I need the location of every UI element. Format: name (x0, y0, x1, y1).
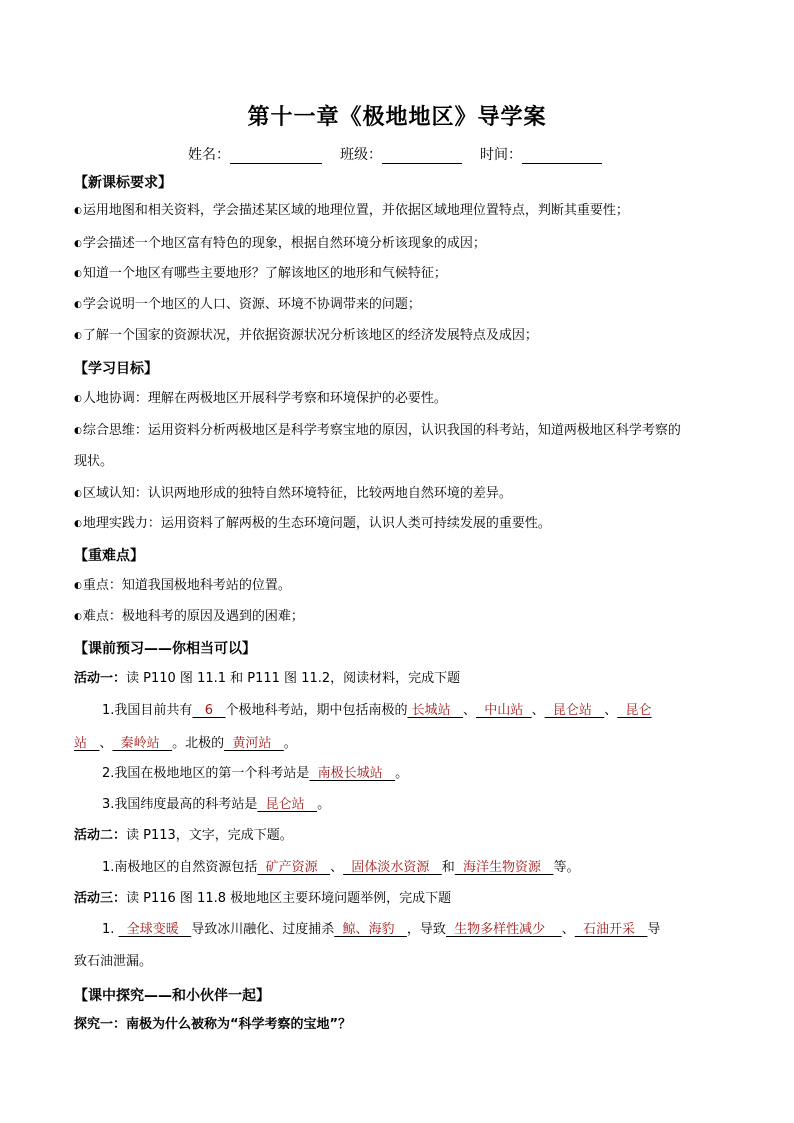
name-label: 姓名： (188, 147, 230, 163)
section-heading-objectives: 【学习目标】 (74, 361, 158, 377)
bullet-icon: ◐ (74, 426, 82, 436)
answer-field[interactable]: 昆仑 (617, 703, 652, 718)
list-item: ◐重点：知道我国极地科考站的位置。 (74, 578, 291, 593)
list-item: ◐学会描述一个地区富有特色的现象，根据自然环境分析该现象的成因； (74, 236, 486, 251)
section-heading-curriculum: 【新课标要求】 (74, 175, 172, 191)
bullet-icon: ◐ (74, 206, 82, 216)
answer-field[interactable]: 秦岭站 (112, 736, 173, 751)
explore-question-1: 探究一：南极为什么被称为“科学考察的宝地”？ (74, 1017, 352, 1032)
question-3: 3.我国纬度最高的科考站是 昆仑站 。 (102, 797, 331, 812)
section-heading-preview: 【课前预习——你相当可以】 (74, 641, 256, 657)
question-2: 2.我国在极地地区的第一个科考站是 南极长城站 。 (102, 766, 409, 781)
answer-field[interactable]: 石油开采 (574, 922, 648, 937)
list-item: ◐运用地图和相关资料，学会描述某区域的地理位置，并依据区域地理位置特点，判断其重要性； (74, 203, 629, 218)
question-1-continued: 站 、 秦岭站 。北极的 黄河站 。 (74, 736, 297, 751)
question-5-continued: 致石油泄漏。 (74, 954, 153, 969)
list-item: ◐人地协调：理解在两极地区开展科学考察和环境保护的必要性。 (74, 391, 447, 406)
list-item: ◐区域认知：认识两地形成的独特自然环境特征，比较两地自然环境的差异。 (74, 486, 512, 501)
student-info-row (188, 144, 602, 164)
time-field[interactable] (522, 149, 602, 164)
answer-field[interactable]: 海洋生物资源 (454, 860, 554, 875)
list-item: ◐地理实践力：运用资料了解两极的生态环境问题，认识人类可持续发展的重要性。 (74, 516, 551, 531)
time-label: 时间： (480, 147, 522, 163)
bullet-icon: ◐ (74, 519, 82, 529)
list-item: ◐综合思维：运用资料分析两极地区是科学考察宝地的原因，认识我国的科考站，知道两极地区科学考察的 (74, 423, 681, 438)
class-label: 班级： (340, 147, 382, 163)
section-heading-key-points: 【重难点】 (74, 548, 144, 564)
answer-field[interactable]: 矿产资源 (257, 860, 331, 875)
list-item: ◐知道一个地区有哪些主要地形？了解该地区的地形和气候特征； (74, 266, 447, 281)
question-4: 1.南极地区的自然资源包括 矿产资源 、 固体淡水资源 和 海洋生物资源 等。 (102, 860, 580, 875)
answer-field[interactable]: 昆仑站 (544, 703, 605, 718)
page-title: 第十一章《极地地区》导学案 (247, 105, 547, 130)
answer-field[interactable]: 黄河站 (224, 736, 284, 751)
bullet-icon: ◐ (74, 581, 82, 591)
answer-field[interactable]: 全球变暖 (118, 922, 192, 937)
activity-2: 活动二：读 P113，文字，完成下题。 (74, 828, 293, 843)
answer-field[interactable]: 中山站 (476, 703, 532, 718)
question-1: 1.我国目前共有 6 个极地科考站，期中包括南极的 长城站 、 中山站 、 昆仑站 、 昆仑 (102, 703, 652, 718)
list-item-continued: 现状。 (74, 454, 114, 469)
answer-field[interactable]: 鲸、海豹 (334, 922, 407, 937)
answer-field[interactable]: 固体淡水资源 (343, 860, 442, 875)
answer-field[interactable]: 南极长城站 (309, 766, 396, 781)
answer-field[interactable]: 6 (192, 703, 226, 718)
list-item: ◐难点：极地科考的原因及遇到的困难； (74, 609, 304, 624)
answer-field[interactable]: 站 (74, 736, 100, 751)
question-5: 1. 全球变暖 导致冰川融化、过度捕杀 鲸、海豹 ，导致 生物多样性减少 、 石油开采 导 (102, 922, 661, 937)
bullet-icon: ◐ (74, 394, 82, 404)
section-heading-explore: 【课中探究——和小伙伴一起】 (74, 988, 270, 1004)
list-item: ◐学会说明一个地区的人口、资源、环境不协调带来的问题； (74, 297, 421, 312)
class-field[interactable] (382, 149, 462, 164)
bullet-icon: ◐ (74, 239, 82, 249)
bullet-icon: ◐ (74, 612, 82, 622)
bullet-icon: ◐ (74, 300, 82, 310)
answer-field[interactable]: 长城站 (407, 703, 464, 718)
activity-1: 活动一：读 P110 图 11.1 和 P111 图 11.2，阅读材料，完成下题 (74, 671, 461, 686)
answer-field[interactable]: 昆仑站 (257, 797, 318, 812)
bullet-icon: ◐ (74, 489, 82, 499)
bullet-icon: ◐ (74, 331, 82, 341)
bullet-icon: ◐ (74, 269, 82, 279)
activity-3: 活动三：读 P116 图 11.8 极地地区主要环境问题举例，完成下题 (74, 891, 452, 906)
list-item: ◐了解一个国家的资源状况，并依据资源状况分析该地区的经济发展特点及成因； (74, 328, 538, 343)
name-field[interactable] (230, 149, 322, 164)
answer-field[interactable]: 生物多样性减少 (445, 922, 562, 937)
